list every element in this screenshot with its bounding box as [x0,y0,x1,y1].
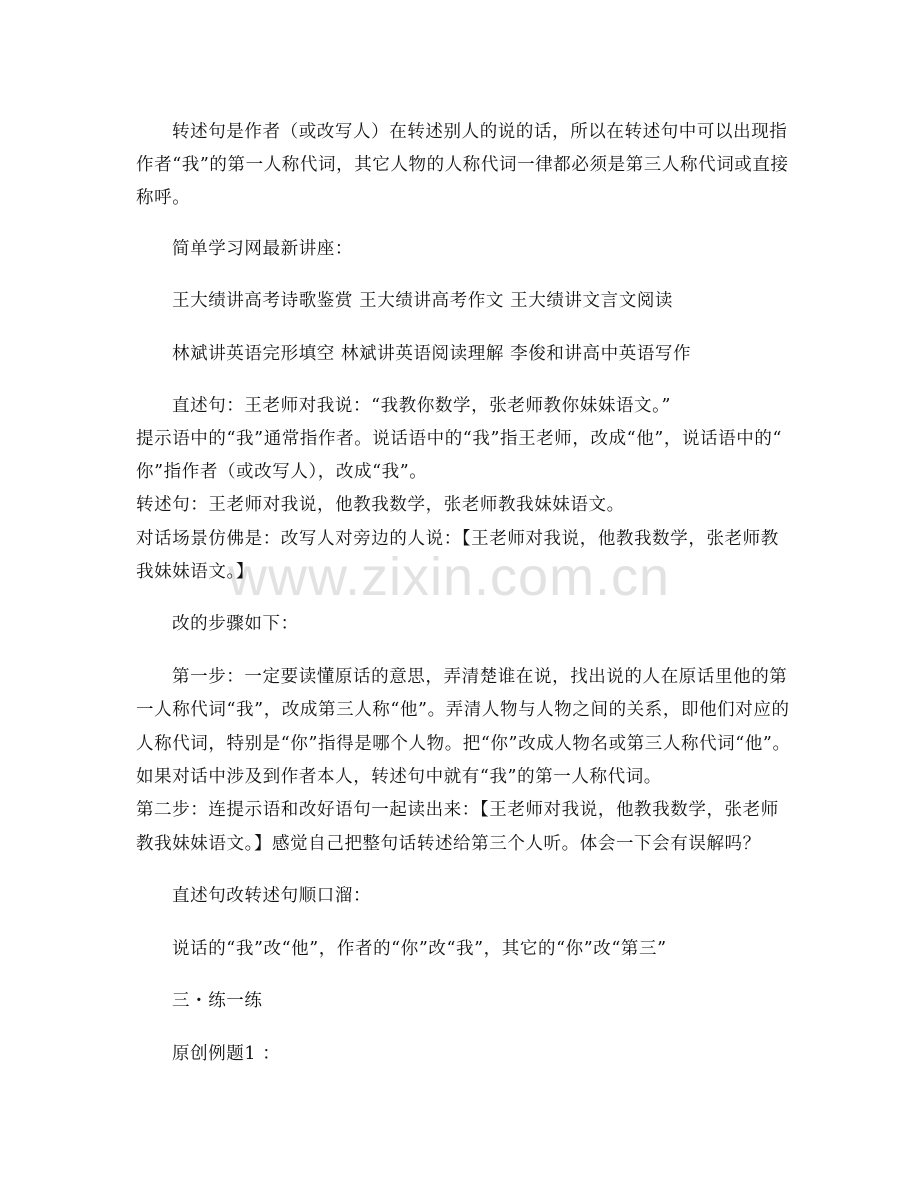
paragraph-1-line-1: 转述句是作者（或改写人）在转述别人的说的话，所以在转述句中可以出现指 [172,122,788,142]
step-1-line-2: 一人称代词“我”，改成第三人称“他”。弄清人物与人物之间的关系，即他们对应的 [136,700,790,720]
step-1-line-4: 如果对话中涉及到作者本人，转述句中就有“我”的第一人称代词。 [136,767,662,787]
example-scene-line-2: 我妹妹语文。】 [136,562,254,582]
example-1-heading: 原创例题1 ： [172,1044,281,1064]
section-3-heading: 三・练一练 [172,991,263,1011]
example-scene-line-1: 对话场景仿佛是：改写人对旁边的人说：【王老师对我说，他教我数学，张老师教 [136,529,779,549]
rhyme-heading: 直述句改转述句顺口溜： [172,886,372,906]
example-hint-line-1: 提示语中的“我”通常指作者。说话语中的“我”指王老师，改成“他”，说话语中的“ [136,429,783,449]
example-direct-sentence: 直述句：王老师对我说：“我教你数学，张老师教你妹妹语文。” [172,396,672,416]
example-hint-line-2: 你”指作者（或改写人），改成“我”。 [136,462,428,482]
lectures-heading: 简单学习网最新讲座： [172,239,353,259]
step-2-line-1: 第二步：连提示语和改好语句一起读出来：【王老师对我说，他教我数学，张老师 [136,800,779,820]
step-1-line-3: 人称代词，特别是“你”指得是哪个人物。把“你”改成人物名或第三人称代词“他”。 [136,734,791,754]
steps-heading: 改的步骤如下： [172,614,299,634]
rhyme-text: 说话的“我”改“他”，作者的“你”改“我”，其它的“你”改“第三” [172,939,667,959]
lectures-row-2: 林斌讲英语完形填空 林斌讲英语阅读理解 李俊和讲高中英语写作 [172,344,692,364]
lectures-row-1: 王大绩讲高考诗歌鉴赏 王大绩讲高考作文 王大绩讲文言文阅读 [172,291,674,311]
watermark: www.zixin.com.cn [228,547,671,607]
example-reported-sentence: 转述句：王老师对我说，他教我数学，张老师教我妹妹语文。 [136,495,625,515]
step-1-line-1: 第一步：一定要读懂原话的意思，弄清楚谁在说，找出说的人在原话里他的第 [172,667,788,687]
step-2-line-2: 教我妹妹语文。】感觉自己把整句话转述给第三个人听。体会一下会有误解吗？ [136,834,761,854]
paragraph-1-line-3: 称呼。 [136,188,191,208]
paragraph-1-line-2: 作者“我”的第一人称代词，其它人物的人称代词一律都必须是第三人称代词或直接 [136,155,789,175]
